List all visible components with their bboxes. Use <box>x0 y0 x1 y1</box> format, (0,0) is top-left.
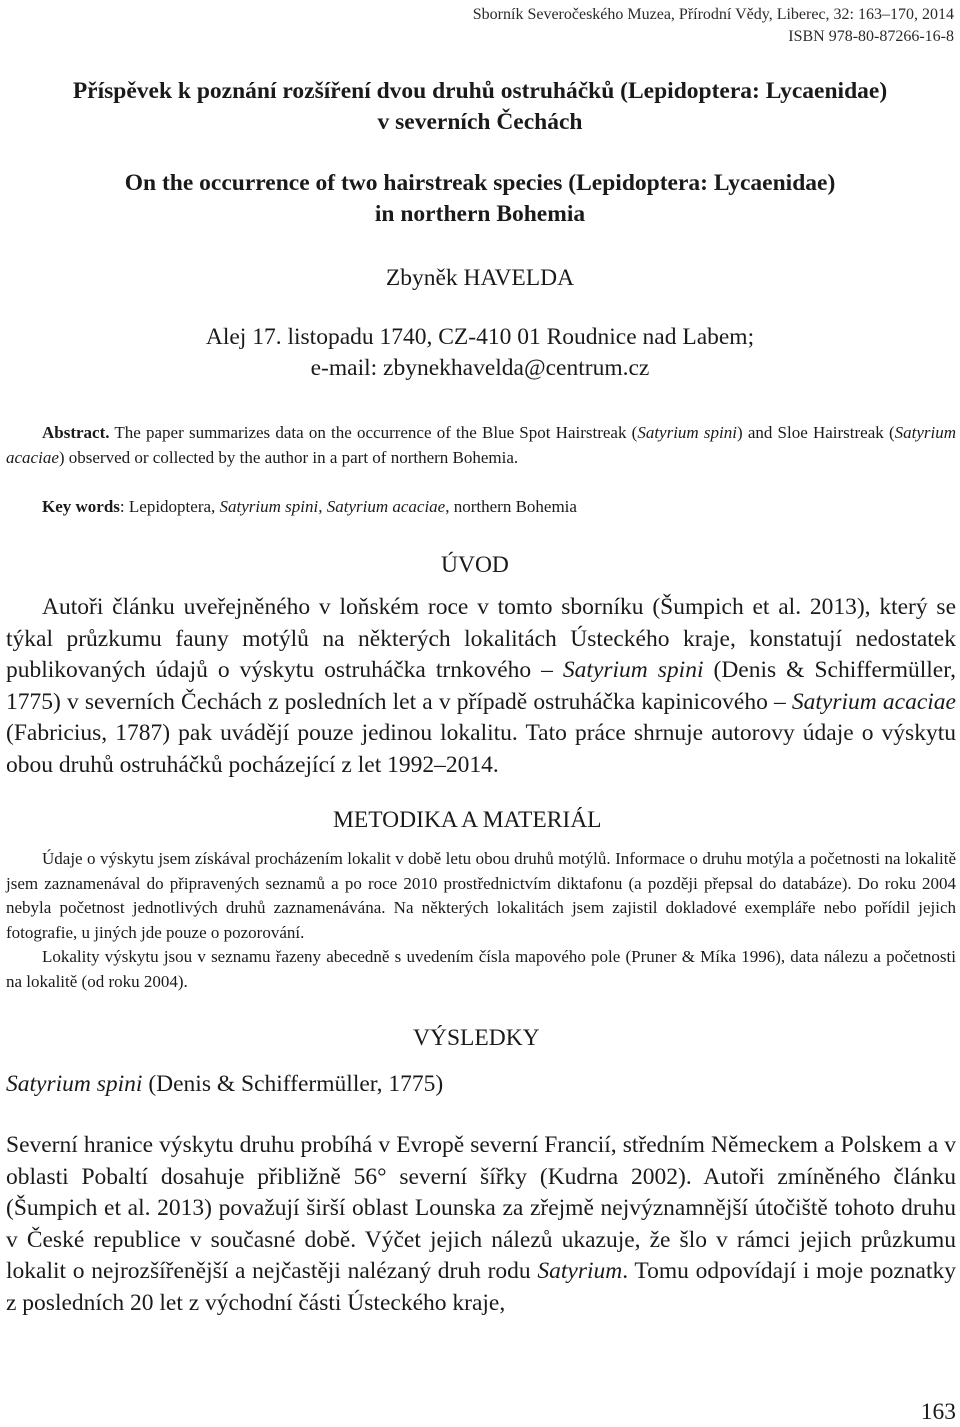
uvod-paragraph <box>6 592 956 781</box>
section-heading-uvod: ÚVOD <box>441 552 509 578</box>
species-subheading <box>6 1069 443 1100</box>
species-name: Satyrium spini <box>562 657 704 683</box>
author-address <box>0 322 960 384</box>
paragraph-text: (Fabricius, 1787) pak uvádějí pouze jedinou lokalitu. Tato práce shrnuje autorovy údaje o výskytu obou druhů ostruháčků pocházející z let 1992–2014. <box>6 720 956 778</box>
paragraph-text: Autoři článku uveřejněného v loňském roce v tomto sborníku (Šumpich et al. 2013), který se týkal průzkumu fauny motýlů na některých lokalitách Ústeckého kraje, konstatují nedostatek publikovaných údajů o výskytu ostruháčka trnkového – <box>6 594 956 683</box>
abstract <box>6 420 956 470</box>
species-name: Satyrium spini <box>6 1071 143 1097</box>
address-line1: Alej 17. listopadu 1740, CZ-410 01 Roudnice nad Labem; <box>205 324 755 350</box>
keywords-text: , <box>318 497 327 516</box>
journal-header <box>473 4 954 48</box>
title-english <box>0 168 960 230</box>
section-heading-vysledky: VÝSLEDKY <box>413 1025 540 1051</box>
title-czech-line2: v severních Čechách <box>377 109 583 135</box>
author-name: Zbyněk HAVELDA <box>385 265 575 291</box>
metodika-paragraph-2: Lokality výskytu jsou v seznamu řazeny abecedně s uvedením čísla mapového pole (Pruner & Míka 1996), data nálezu a početnosti na lokalitě (od roku 2004). <box>6 947 956 991</box>
paragraph-text: Severní hranice výskytu druhu probíhá v Evropě severní Francií, středním Německem a Polskem a v oblasti Pobaltí dosahuje přibližně 56° severní šířky (Kudrna 2002). Autoři zmíněného článku (Šumpich et al. 2013) považují širší oblast Lounska za zřejmě nejvýznamnější útočiště tohoto druhu v České republice v současné době. Výčet jejich nálezů ukazuje, že šlo v rámci jejich průzkumu lokalit o nejrozšířenější a nejčastěji nalézaný druh rodu <box>6 1132 956 1284</box>
genus-name: Satyrium <box>537 1258 623 1284</box>
abstract-label: Abstract. <box>42 423 110 442</box>
title-czech-line1: Příspěvek k poznání rozšíření dvou druhů ostruháčků (Lepidoptera: Lycaenidae) <box>72 78 888 104</box>
species-name: Satyrium acaciae <box>791 688 956 715</box>
paragraph-text: . Tomu odpovídají i moje poznatky z posledních 20 let z východní části Ústeckého kraje, <box>6 1258 956 1316</box>
email-line: e-mail: zbynekhavelda@centrum.cz <box>310 355 650 381</box>
abstract-text: ) observed or collected by the author in a part of northern Bohemia. <box>58 448 519 467</box>
keywords-label: Key words <box>42 497 120 516</box>
isbn: ISBN 978-80-87266-16-8 <box>788 28 954 45</box>
species-name: Satyrium spini <box>637 423 737 442</box>
keywords-text: , northern Bohemia <box>445 497 577 516</box>
abstract-text: ) and Sloe Hairstreak ( <box>736 423 895 442</box>
metodika-paragraph-1: Údaje o výskytu jsem získával procházením lokalit v době letu obou druhů motýlů. Informace o druhu motýla a početnosti na lokalitě jsem zaznamenával do připravených seznamů a po roce 2010 prostřednictvím diktafonu (a později přepsal do databáze). Do roku 2004 nebyla početnost jednotlivých druhů zaznamenávána. Na některých lokalitách jsem zajistil dokladové exempláře nebo pořídil jejich fotografie, u jiných jde pouze o pozorování. <box>6 849 956 942</box>
vysledky-paragraph <box>6 1130 956 1319</box>
page-number: 163 <box>920 1399 956 1425</box>
species-authority: (Denis & Schiffermüller, 1775) <box>142 1071 444 1097</box>
title-english-line1: On the occurrence of two hairstreak species (Lepidoptera: Lycaenidae) <box>124 170 836 196</box>
species-name: Satyrium acaciae <box>6 423 956 467</box>
journal-citation: Sborník Severočeského Muzea, Přírodní Vědy, Liberec, 32: 163–170, 2014 <box>472 6 954 23</box>
title-czech <box>0 76 960 138</box>
paragraph-text: (Denis & Schiffermüller, 1775) v severních Čechách z posledních let a v případě ostruháčka kapinicového – <box>6 657 956 715</box>
abstract-text: The paper summarizes data on the occurrence of the Blue Spot Hairstreak ( <box>109 423 638 442</box>
title-english-line2: in northern Bohemia <box>374 201 586 227</box>
keywords <box>42 494 956 519</box>
section-heading-metodika: METODIKA A MATERIÁL <box>333 807 602 833</box>
species-name: Satyrium acaciae <box>326 497 446 516</box>
keywords-text: : Lepidoptera, <box>119 497 220 516</box>
species-name: Satyrium spini <box>219 497 319 516</box>
